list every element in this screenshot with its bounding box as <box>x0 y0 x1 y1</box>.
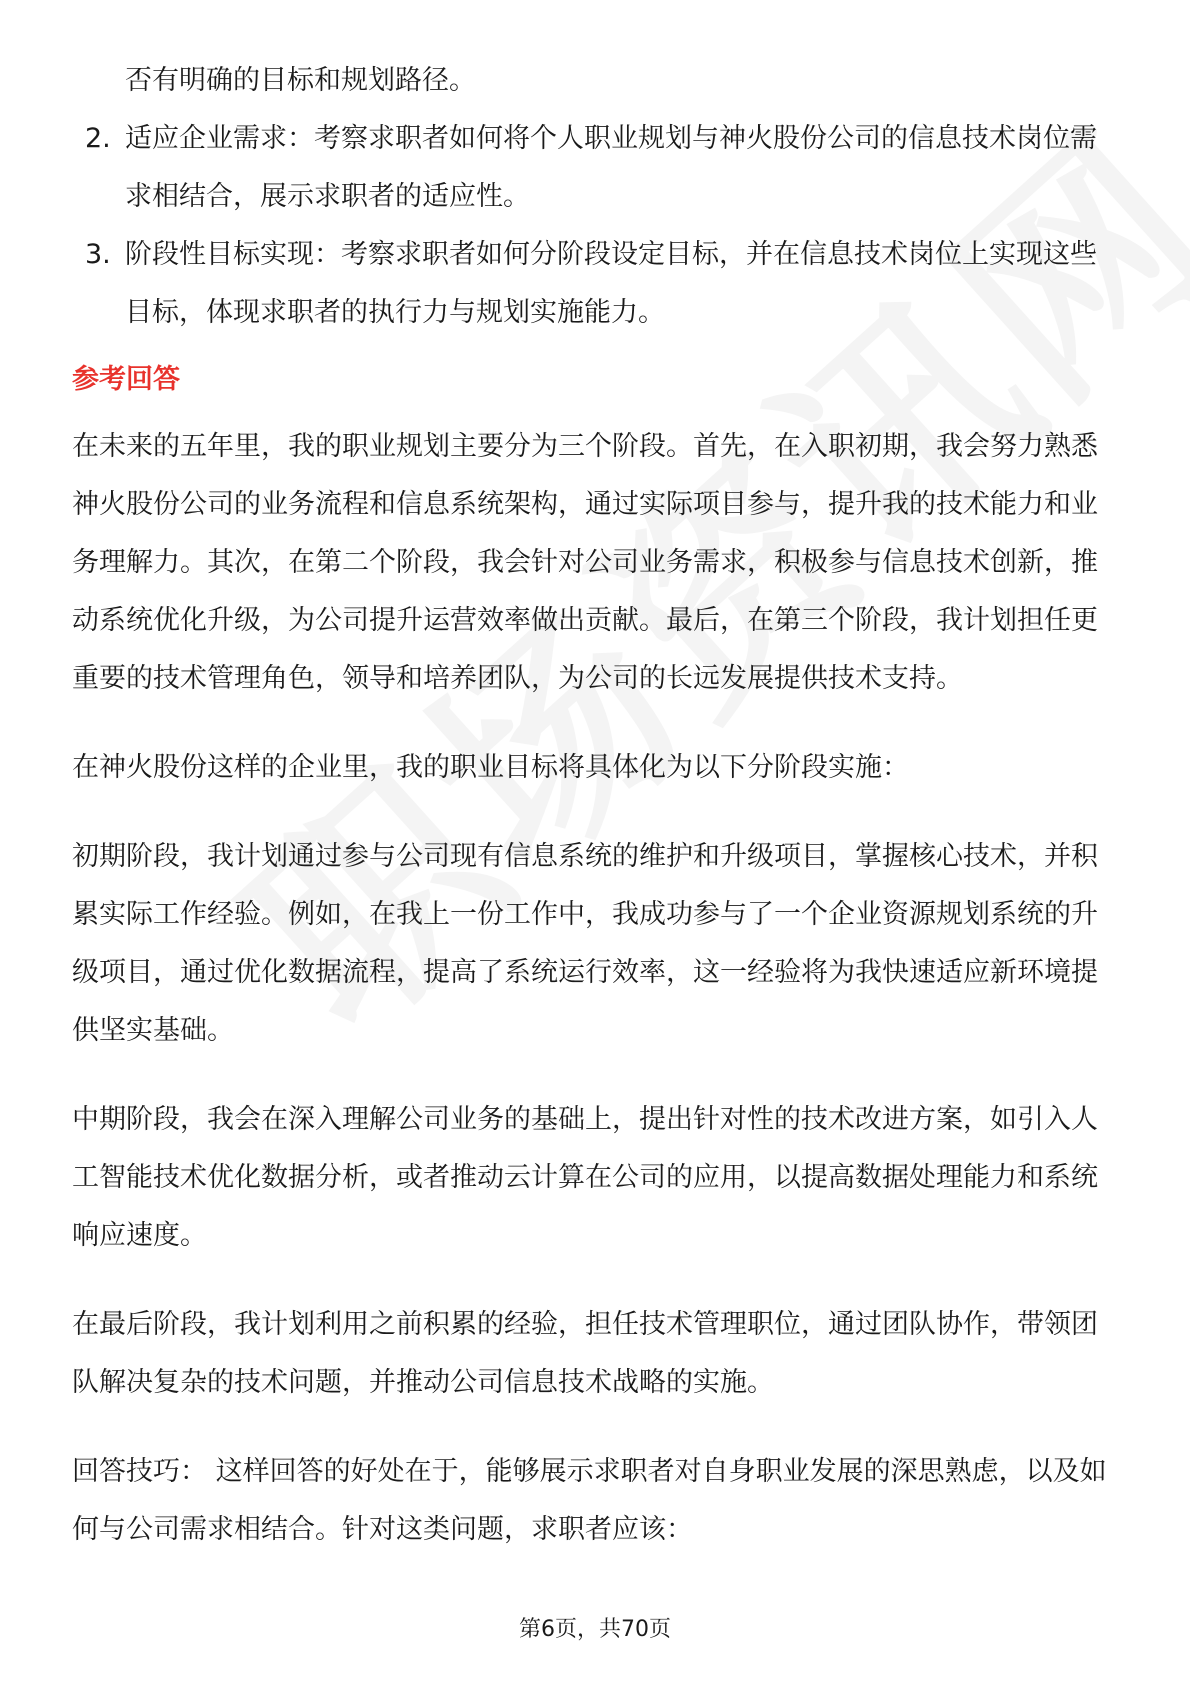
numbered-list <box>72 110 1122 342</box>
paragraph: 在神火股份这样的企业里，我的职业目标将具体化为以下分阶段实施： <box>72 752 909 783</box>
page-number-footer: 第6页，共70页 <box>519 1617 671 1642</box>
list-item-text: 适应企业需求：考察求职者如何将个人职业规划与神火股份公司的信息技术岗位需求相结合，展示求职者的适应性。 <box>125 123 1097 212</box>
paragraph: 在最后阶段，我计划利用之前积累的经验，担任技术管理职位，通过团队协作，带领团队解决复杂的技术问题，并推动公司信息技术战略的实施。 <box>72 1309 1098 1398</box>
list-item-text: 阶段性目标实现：考察求职者如何分阶段设定目标，并在信息技术岗位上实现这些目标，体现求职者的执行力与规划实施能力。 <box>125 239 1097 328</box>
paragraph: 初期阶段，我计划通过参与公司现有信息系统的维护和升级项目，掌握核心技术，并积累实际工作经验。例如，在我上一份工作中，我成功参与了一个企业资源规划系统的升级项目，通过优化数据流程，提高了系统运行效率，这一经验将为我快速适应新环境提供坚实基础。 <box>72 841 1098 1046</box>
paragraph: 中期阶段，我会在深入理解公司业务的基础上，提出针对性的技术改进方案，如引入人工智能技术优化数据分析，或者推动云计算在公司的应用，以提高数据处理能力和系统响应速度。 <box>72 1104 1098 1251</box>
list-item-number: 2. <box>85 123 111 154</box>
list-continuation-text: 否有明确的目标和规划路径。 <box>125 65 476 96</box>
paragraph: 在未来的五年里，我的职业规划主要分为三个阶段。首先，在入职初期，我会努力熟悉神火股份公司的业务流程和信息系统架构，通过实际项目参与，提升我的技术能力和业务理解力。其次，在第二个阶段，我会针对公司业务需求，积极参与信息技术创新，推动系统优化升级，为公司提升运营效率做出贡献。最后，在第三个阶段，我计划担任更重要的技术管理角色，领导和培养团队，为公司的长远发展提供技术支持。 <box>72 431 1098 694</box>
list-item <box>72 226 1122 342</box>
paragraph: 回答技巧： 这样回答的好处在于，能够展示求职者对自身职业发展的深思熟虑，以及如何与公司需求相结合。针对这类问题，求职者应该： <box>72 1456 1107 1545</box>
section-heading: 参考回答 <box>72 364 180 395</box>
list-item <box>72 110 1122 226</box>
list-item-number: 3. <box>85 239 111 270</box>
document-body <box>72 52 1122 1590</box>
